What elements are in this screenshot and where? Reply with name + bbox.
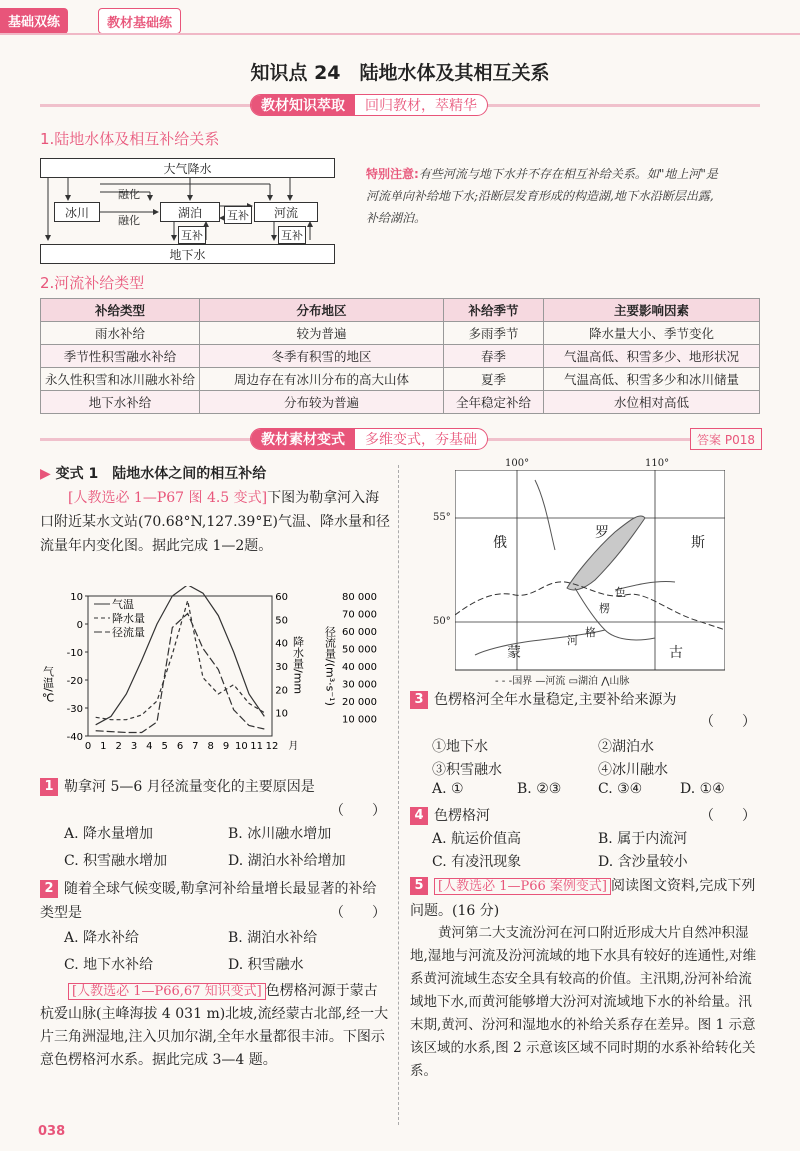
box-glacier: 冰川 <box>54 202 100 222</box>
selenga-intro <box>40 980 390 1072</box>
table-cell: 较为普遍 <box>200 322 444 345</box>
option-c[interactable]: C. ③④ <box>598 781 643 797</box>
option-d[interactable]: D. 含沙量较小 <box>598 854 688 870</box>
map-label: 斯 <box>691 535 705 551</box>
climate-runoff-chart <box>40 586 395 771</box>
question-1 <box>40 775 390 799</box>
label-mutual-lake-river: 互补 <box>224 206 252 224</box>
question-stem: 随着全球气候变暖,勒拿河补给量增长最显著的补给类型是 <box>40 881 377 921</box>
header-tag-practice: 基础双练 <box>0 8 68 34</box>
right-tick-label: 20 000 <box>342 697 377 708</box>
option-d[interactable]: D. ①④ <box>680 781 725 797</box>
page-number: 038 <box>38 1124 66 1139</box>
question-5-passage: 黄河第二大支流汾河在河口附近形成大片自然冲积湿地,湿地与河流及汾河流域的地下水具有较好的连通性,对维系黄河流域生态安全具有较高的价值。主汛期,汾河补给流域地下水,而黄河能够增大汾河对流域地下水的补给量。汛末期,黄河、汾河和湿地水的补给关系存在差异。图 1 示意该区域的水系,图 2 示意该区域不同时期的水系补给转化关系。 <box>410 925 757 1079</box>
table-cell: 水位相对高低 <box>544 391 760 414</box>
table-row <box>41 345 760 368</box>
option-b[interactable]: B. 湖泊水补给 <box>228 930 318 946</box>
table-cell: 气温高低、积雪多少和冰川储量 <box>544 368 760 391</box>
variant1-intro <box>40 486 390 558</box>
legend-river: 河流 <box>545 676 566 687</box>
question-stem: 阅读图文资料,完成下列问题。(16 分) <box>410 878 756 919</box>
table-cell: 冬季有积雪的地区 <box>200 345 444 368</box>
map-label: 楞 <box>599 602 610 615</box>
option-d[interactable]: D. 湖泊水补给增加 <box>228 853 346 869</box>
x-tick-label: 0 <box>84 741 92 752</box>
header-divider <box>0 33 800 35</box>
selenga-map <box>433 458 725 687</box>
band-title: 教材素材变式 <box>251 429 355 449</box>
header-tag-textbook: 教材基础练 <box>98 8 181 34</box>
x-tick-label: 12 <box>265 741 279 752</box>
table-cell: 季节性积雪融水补给 <box>41 345 200 368</box>
section-band-knowledge <box>0 94 800 116</box>
option-a[interactable]: A. 降水补给 <box>64 930 140 946</box>
mid-axis-label: 降水量/mm <box>291 636 305 695</box>
right-axis-label: 径流量/(m³·s⁻¹) <box>323 626 337 706</box>
label-melt-1: 融化 <box>118 188 140 201</box>
answer-blank[interactable]: （ ） <box>330 803 386 819</box>
table-row <box>41 322 760 345</box>
right-tick-label: 50 000 <box>342 644 377 656</box>
note-text: 有些河流与地下水并不存在相互补给关系。如"地上河"是河流单向补给地下水;沿断层发育形成的构造湖,地下水沿断层出露,补给湖泊。 <box>366 167 718 225</box>
passage-source: [人教选必 1—P66,67 知识变式] <box>68 983 266 1000</box>
mid-tick-label: 10 <box>275 708 288 720</box>
question-number: 4 <box>410 807 428 825</box>
question-stem: 色楞格河 <box>434 808 490 824</box>
right-tick-label: 80 000 <box>342 592 377 603</box>
mid-tick-label: 50 <box>275 615 288 627</box>
box-precipitation: 大气降水 <box>40 158 335 178</box>
y-tick-label: 0 <box>76 620 83 631</box>
x-tick-label: 4 <box>146 741 153 752</box>
table-header: 主要影响因素 <box>544 299 760 322</box>
question-number: 2 <box>40 880 58 898</box>
box-groundwater: 地下水 <box>40 244 335 264</box>
question-number: 1 <box>40 778 58 796</box>
table-cell: 周边存在有冰川分布的高大山体 <box>200 368 444 391</box>
table-cell: 雨水补给 <box>41 322 200 345</box>
answer-reference[interactable]: 答案 P018 <box>690 428 762 450</box>
table-header: 分布地区 <box>200 299 444 322</box>
table-header: 补给类型 <box>41 299 200 322</box>
table-cell: 全年稳定补给 <box>444 391 544 414</box>
option-a[interactable]: A. 降水量增加 <box>64 826 154 842</box>
legend-label: 降水量 <box>112 612 145 625</box>
section1-heading: 1.陆地水体及相互补给关系 <box>40 130 220 148</box>
question-5 <box>410 874 762 923</box>
table-cell: 多雨季节 <box>444 322 544 345</box>
statement-4: ④冰川融水 <box>598 762 668 778</box>
legend-label: 气温 <box>112 598 134 611</box>
variant1-title: 陆地水体之间的相互补给 <box>112 466 267 482</box>
legend-border: 国界 <box>512 676 533 687</box>
mid-tick-label: 60 <box>275 592 288 603</box>
y-tick-label: -20 <box>66 676 83 687</box>
map-label: 古 <box>669 645 683 661</box>
x-tick-label: 2 <box>115 741 122 752</box>
map-label: 俄 <box>493 535 507 551</box>
longitude-label: 100° <box>505 458 530 469</box>
option-c[interactable]: C. 积雪融水增加 <box>64 853 168 869</box>
table-cell: 春季 <box>444 345 544 368</box>
map-legend: - - -国界 —河流 ▭湖泊 ⋀山脉 <box>495 676 630 687</box>
option-c[interactable]: C. 地下水补给 <box>64 957 154 973</box>
map-label: 河 <box>567 634 578 647</box>
option-d[interactable]: D. 积雪融水 <box>228 957 304 973</box>
page-title: 知识点 24 陆地水体及其相互关系 <box>250 62 550 84</box>
question-source: [人教选必 1—P66 案例变式] <box>434 878 611 895</box>
x-tick-label: 9 <box>222 741 230 752</box>
variant1-text: 下图为勒拿河入海口附近某水文站(70.68°N,127.39°E)气温、降水量和径流量年内变化图。据此完成 1—2题。 <box>40 490 391 554</box>
latitude-label: 50° <box>433 616 451 627</box>
statement-2: ②湖泊水 <box>598 739 654 755</box>
table-cell: 降水量大小、季节变化 <box>544 322 760 345</box>
recharge-table <box>40 298 760 414</box>
x-tick-label: 6 <box>176 741 184 752</box>
table-cell: 地下水补给 <box>41 391 200 414</box>
y-tick-label: -30 <box>66 704 83 715</box>
map-label: 罗 <box>595 525 609 541</box>
table-cell: 分布较为普遍 <box>200 391 444 414</box>
question-stem: 色楞格河全年水量稳定,主要补给来源为 <box>434 692 677 708</box>
x-tick-label: 8 <box>207 741 214 752</box>
label-mutual-river-ground: 互补 <box>278 226 306 244</box>
label-melt-2: 融化 <box>118 214 140 227</box>
band-title: 教材知识萃取 <box>251 95 355 115</box>
map-label: 蒙 <box>507 645 521 661</box>
question-number: 3 <box>410 691 428 709</box>
table-cell: 气温高低、积雪多少、地形状况 <box>544 345 760 368</box>
legend-mountain: 山脉 <box>609 676 630 687</box>
answer-blank[interactable]: （ ） <box>330 905 386 921</box>
table-header: 补给季节 <box>444 299 544 322</box>
y-tick-label: -10 <box>66 648 83 659</box>
y-axis-label: 气温/℃ <box>41 666 55 705</box>
label-mutual-lake-ground: 互补 <box>178 226 206 244</box>
x-tick-label: 月 <box>288 741 299 752</box>
legend-label: 径流量 <box>112 626 145 639</box>
right-tick-label: 40 000 <box>342 662 377 673</box>
y-tick-label: 10 <box>70 592 83 603</box>
map-label: 格 <box>585 626 596 639</box>
special-note <box>366 163 721 229</box>
question-number: 5 <box>410 877 428 895</box>
option-b[interactable]: B. ②③ <box>517 781 562 797</box>
right-tick-label: 60 000 <box>342 627 377 638</box>
x-tick-label: 11 <box>250 741 264 752</box>
mid-tick-label: 20 <box>275 685 288 697</box>
answer-blank[interactable]: （ ） <box>700 808 756 824</box>
statement-1: ①地下水 <box>432 739 488 755</box>
passage-text: 色楞格河源于蒙古杭爱山脉(主峰海拔 4 031 m)北坡,流经蒙古北部,经一大片三角洲湿地,注入贝加尔湖,全年水量都很丰沛。下图示意色楞格河水系。据此完成 3—4 题。 <box>40 983 389 1068</box>
mid-tick-label: 30 <box>275 662 288 673</box>
box-river: 河流 <box>254 202 318 222</box>
band-subtitle: 多维变式，夯基础 <box>365 432 477 448</box>
option-a[interactable]: A. 航运价值高 <box>432 831 522 847</box>
variant1-source: [人教选必 1—P67 图 4.5 变式] <box>68 490 268 506</box>
x-tick-label: 7 <box>192 741 199 752</box>
answer-blank[interactable]: （ ） <box>700 714 756 730</box>
option-c[interactable]: C. 有凌汛现象 <box>432 854 522 870</box>
legend-lake: 湖泊 <box>578 676 599 687</box>
note-label: 特别注意: <box>366 167 419 181</box>
question-3 <box>410 688 760 712</box>
mid-tick-label: 40 <box>275 638 288 650</box>
y-tick-label: -40 <box>66 732 83 743</box>
table-cell: 永久性积雪和冰川融水补给 <box>41 368 200 391</box>
x-tick-label: 3 <box>130 741 138 752</box>
table-row <box>41 391 760 414</box>
longitude-label: 110° <box>645 458 670 469</box>
right-tick-label: 30 000 <box>342 679 377 691</box>
box-lake: 湖泊 <box>160 202 220 222</box>
right-tick-label: 10 000 <box>342 714 377 726</box>
section-band-variants <box>0 428 800 450</box>
map-label: 色 <box>615 586 626 599</box>
play-icon: ▶ <box>40 466 51 482</box>
question-stem: 勒拿河 5—6 月径流量变化的主要原因是 <box>64 779 315 795</box>
latitude-label: 55° <box>433 512 451 523</box>
band-subtitle: 回归教材，萃精华 <box>365 98 477 114</box>
option-b[interactable]: B. 冰川融水增加 <box>228 826 332 842</box>
table-cell: 夏季 <box>444 368 544 391</box>
option-b[interactable]: B. 属于内流河 <box>598 831 688 847</box>
column-divider <box>398 465 399 1125</box>
x-tick-label: 5 <box>161 741 168 752</box>
water-cycle-diagram <box>40 152 340 270</box>
statement-3: ③积雪融水 <box>432 762 502 778</box>
variant1-heading <box>40 463 266 483</box>
right-tick-label: 70 000 <box>342 609 377 621</box>
table-row <box>41 368 760 391</box>
x-tick-label: 1 <box>100 741 107 752</box>
variant1-label: 变式 1 <box>55 466 99 482</box>
x-tick-label: 10 <box>234 741 248 752</box>
map-graphic <box>455 470 725 685</box>
section2-heading: 2.河流补给类型 <box>40 274 145 292</box>
option-a[interactable]: A. ① <box>432 781 464 797</box>
